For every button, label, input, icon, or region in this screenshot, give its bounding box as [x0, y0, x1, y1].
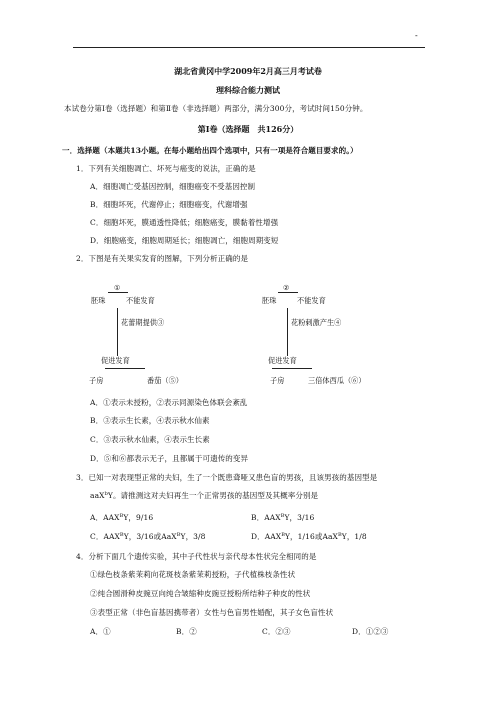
diagram-right-arrow-line: [272, 368, 312, 369]
diagram-left-number: ①: [114, 283, 121, 292]
q1-option-b: B．细胞坏死，代谢停止；细胞癌变，代谢增强: [90, 200, 248, 209]
q4-stem: 4．分析下面几个遗传实验，其中子代性状与亲代母本性状完全相同的是: [76, 552, 317, 561]
q2-option-c: C．③表示秋水仙素，④表示生长素: [90, 435, 210, 444]
header-mark: -: [415, 31, 418, 40]
diagram-right-top-line: [278, 292, 298, 293]
diagram-right-vline: [287, 308, 288, 356]
exam-intro: 本试卷分第Ⅰ卷（选择题）和第Ⅱ卷（非选择题）两部分，满分300分，考试时间150分钟。: [64, 104, 368, 113]
q4-option-b: B．②: [176, 627, 197, 636]
q1-option-d: D．细胞癌变，细胞周期延长；细胞凋亡，细胞周期变短: [90, 236, 279, 245]
q2-option-d: D．⑤和⑥都表示无子，且都属于可遗传的变异: [90, 454, 249, 463]
diagram-right-pollen: 花粉刺激产生④: [291, 318, 342, 327]
q4-statement-2: ②纯合圆滑种皮豌豆向纯合皱缩种皮豌豆授粉所结种子种皮的性状: [90, 589, 311, 598]
diagram-left-fruit: 番茄（⑤）: [147, 376, 183, 385]
diagram-right-promote: 促进发育: [268, 356, 297, 365]
diagram-left-promote: 促进发育: [101, 356, 130, 365]
q2-stem: 2．下图是有关果实发育的图解，下列分析正确的是: [76, 254, 249, 263]
q4-statement-3: ③表型正常（非色盲基因携带者）女性与色盲男性婚配，其子女色盲性状: [90, 608, 334, 617]
diagram-right-number: ②: [283, 283, 290, 292]
diagram-left-arrow-line: [105, 368, 145, 369]
header-rule: [73, 47, 425, 48]
diagram-left-bud: 花蕾期提供③: [121, 318, 165, 327]
q1-option-c: C．细胞坏死，膜通透性降低；细胞癌变，膜黏着性增强: [90, 218, 279, 227]
part-heading: 第Ⅰ卷（选择题 共126分）: [197, 124, 299, 134]
diagram-right-ovary: 子房: [270, 376, 285, 385]
q4-option-a: A．①: [90, 627, 111, 636]
q4-statement-1: ①绿色枝条紫茉莉向花斑枝条紫茉莉授粉，子代植株枝条性状: [90, 570, 296, 579]
q3-stem-line2: aaX$^b$Y。请推测这对夫妇再生一个正常男孩的基因型及其概率分别是: [90, 491, 319, 500]
diagram-left-top-line: [108, 292, 128, 293]
q2-option-b: B．③表示生长素，④表示秋水仙素: [90, 416, 210, 425]
diagram-right-fruit: 三倍体西瓜（⑥）: [308, 376, 366, 385]
exam-subtitle: 理科综合能力测试: [216, 85, 280, 95]
q3-stem-line1: 3．已知一对表现型正常的夫妇，生了一个既患聋哑又患色盲的男孩，且该男孩的基因型是: [76, 473, 378, 482]
q2-option-a: A．①表示未授粉，②表示同源染色体联会紊乱: [90, 398, 248, 407]
q3-option-a: A．$AAX^BY$，9/16: [90, 513, 154, 522]
q4-option-c: C．②③: [262, 627, 291, 636]
diagram-left-vline: [117, 308, 118, 356]
q3-option-b: B．$AAX^BY$，3/16: [251, 513, 315, 522]
diagram-left-ovary: 子房: [89, 376, 104, 385]
q4-option-d: D．①②③: [352, 627, 389, 636]
diagram-left-nodev: 不能发育: [126, 296, 155, 305]
q3-option-d: D．$AAX^BY$，1/16或AaX$^B$Y，1/8: [251, 532, 367, 541]
diagram-right-embryo: 胚珠: [262, 296, 277, 305]
diagram-left-embryo: 胚珠: [91, 296, 106, 305]
q1-option-a: A．细胞凋亡受基因控制，细胞癌变不受基因控制: [90, 182, 256, 191]
exam-title: 湖北省黄冈中学2009年2月高三月考试卷: [174, 66, 322, 76]
diagram-right-nodev: 不能发育: [297, 296, 326, 305]
section-heading: 一．选择题（本题共13小题。在每小题给出四个选项中，只有一项是符合题目要求的。）: [62, 146, 358, 155]
q1-stem: 1．下列有关细胞凋亡、坏死与癌变的说法，正确的是: [76, 164, 256, 173]
q3-option-c: C．$AAX^BY$，3/16或AaX$^B$Y，3/8: [90, 532, 206, 541]
